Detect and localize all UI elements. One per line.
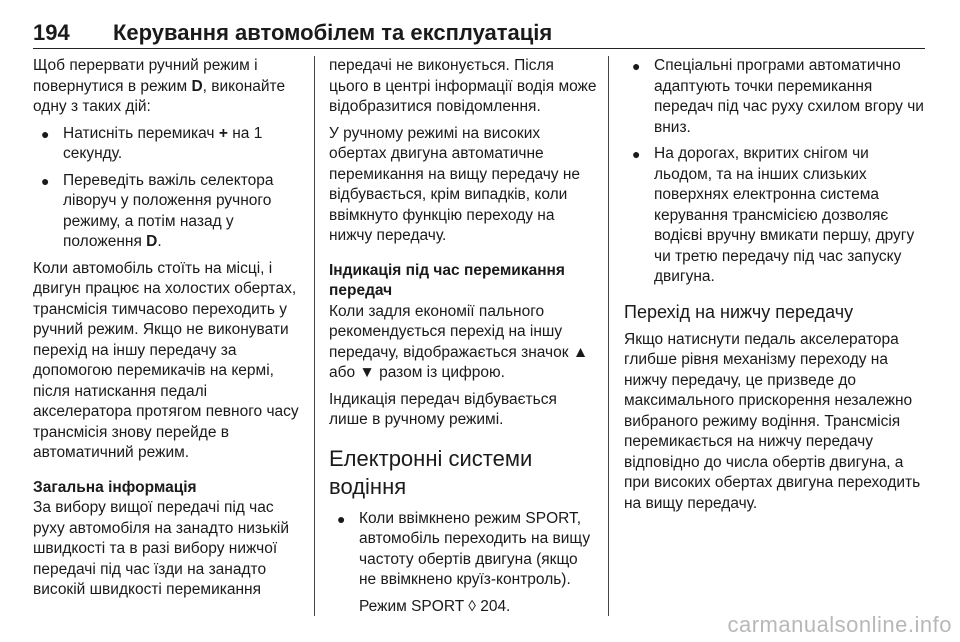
paragraph: передачі не виконується. Після цього в центрі інформації водія може відобразитися повідомлення. bbox=[329, 57, 597, 115]
bullet-icon: ● bbox=[632, 58, 641, 74]
bullet-icon: ● bbox=[41, 125, 50, 142]
list-item: ● Спеціальні програми автоматично адаптують точки перемикання передач під час руху схилом вгору чи вниз. bbox=[632, 57, 924, 136]
section-heading: Індикація під час перемикання передач bbox=[329, 261, 565, 299]
column-divider bbox=[608, 56, 609, 616]
paragraph: За вибору вищої передачі під час руху автомобіля на занадто низькій швидкості та в разі вибору нижчої передачі під час їзди на занадто високій швидкості перемикання bbox=[33, 499, 289, 598]
list-item: ● На дорогах, вкритих снігом чи льодом, та на інших слизьких поверхнях електронна система керування трансмісією дозволяє водієві вручну вмикати першу, другу чи третю передачу під час запуску двигуна. bbox=[632, 145, 915, 285]
column-1 bbox=[33, 56, 301, 607]
watermark: carmanualsonline.info bbox=[727, 612, 952, 637]
list-item: ● Переведіть важіль селектора ліворуч у положення ручного режиму, а потім назад у положення D. bbox=[41, 171, 274, 250]
bullet-icon: ● bbox=[632, 146, 641, 162]
cross-reference[interactable]: Режим SPORT ◊ 204. bbox=[359, 597, 511, 615]
paragraph: У ручному режимі на високих обертах двигуна автоматичне перемикання на вищу передачу не відбувається, крім випадків, коли ввімкнуто функцію переходу на нижчу передачу. bbox=[329, 124, 581, 244]
paragraph: Коли автомобіль стоїть на місці, і двигун працює на холостих обертах, трансмісія тимчасово переходить у ручний режим. Якщо не виконувати перехід на іншу передачу за допомогою перемикачів на кермі, після натискання педалі акселератора протягом певного часу трансмісія знову перейде в автоматичний режим. bbox=[33, 259, 299, 461]
page-header bbox=[33, 14, 925, 49]
bullet-icon: ● bbox=[41, 172, 50, 189]
paragraph: Індикація передач відбувається лише в ручному режимі. bbox=[329, 390, 557, 428]
paragraph: Коли задля економії пального рекомендується перехід на іншу передачу, відображається значок ▲ або ▼ разом із цифрою. bbox=[329, 302, 589, 381]
section-title: Перехід на нижчу передачу bbox=[624, 301, 854, 322]
section-title: Електронні системи водіння bbox=[329, 445, 533, 499]
list-item: ● Натисніть перемикач + на 1 секунду. bbox=[41, 124, 263, 162]
column-3 bbox=[624, 56, 924, 520]
intro-paragraph: Щоб перервати ручний режим і повернутися в режим D, виконайте одну з таких дій: bbox=[33, 57, 286, 115]
page-number: 194 bbox=[33, 20, 70, 45]
column-2 bbox=[329, 56, 597, 623]
paragraph: Якщо натиснути педаль акселератора глибше рівня механізму переходу на нижчу передачу, це призведе до максимального прискорення незалежно вибраного режиму водіння. Трансмісія перемикається на нижчу передачу відповідно до числа обертів двигуна, а при високих обертах двигуна переходить на вищу передачу. bbox=[624, 330, 921, 512]
section-heading: Загальна інформація bbox=[33, 478, 197, 496]
bullet-icon: ● bbox=[337, 510, 346, 527]
list-item: ● Коли ввімкнено режим SPORT, автомобіль переходить на вищу частоту обертів двигуна (якщо не ввімкнено круїз-контроль). Режим SPORT ◊ 204. bbox=[329, 509, 597, 618]
page-title: Керування автомобілем та експлуатація bbox=[113, 20, 553, 45]
column-divider bbox=[314, 56, 315, 616]
